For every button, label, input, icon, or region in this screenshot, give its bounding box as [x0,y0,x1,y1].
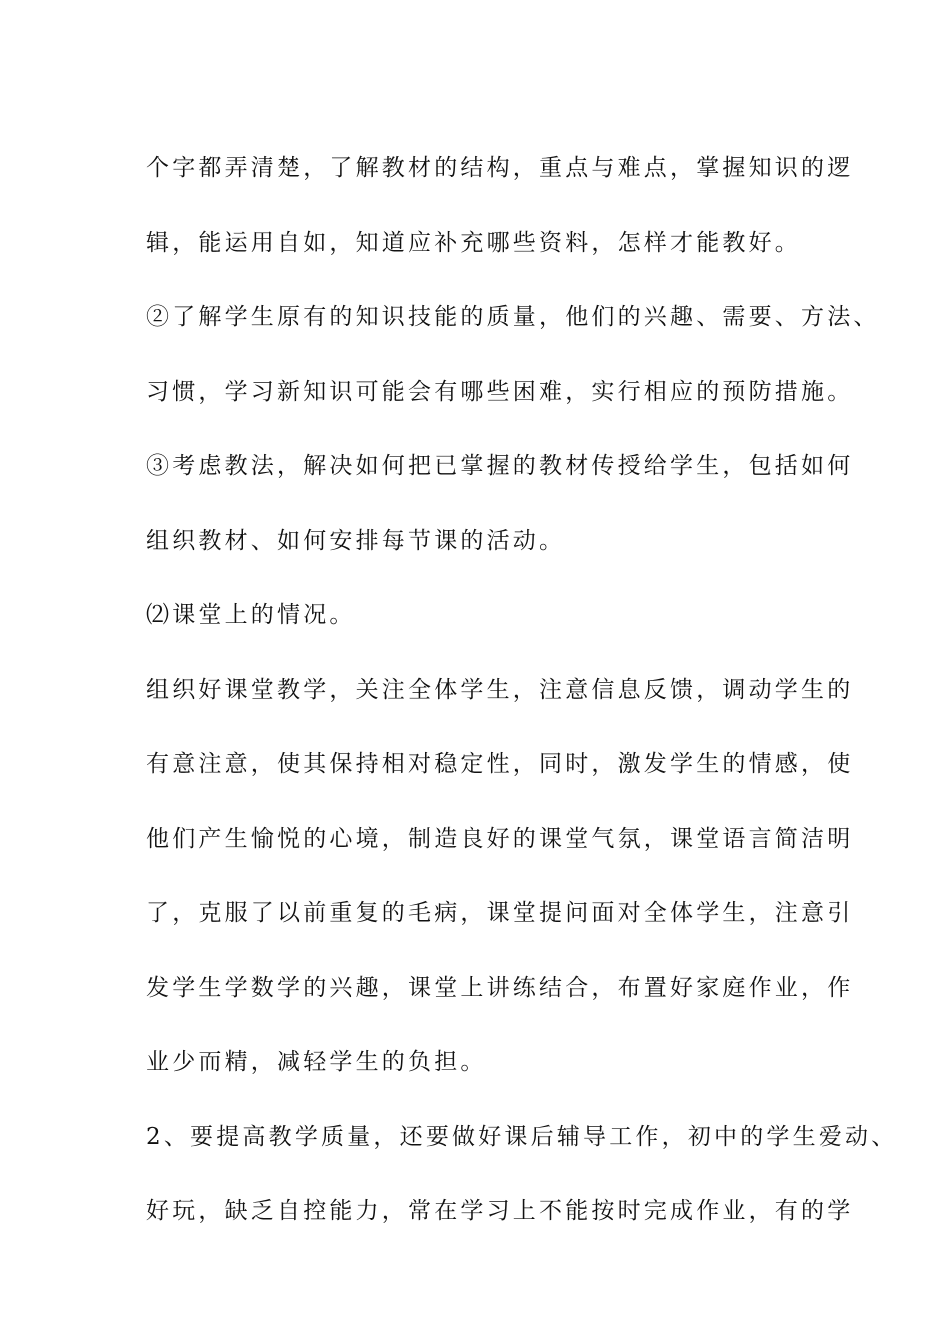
body-text [146,131,898,1249]
text-line: 组织教材、如何安排每节课的活动。 [146,527,566,554]
text-line: 发学生学数学的兴趣，课堂上讲练结合，布置好家庭作业，作 [146,974,854,1001]
text-line: 2、要提高教学质量，还要做好课后辅导工作，初中的学生爱动、 [146,1123,898,1150]
text-line: ③考虑教法，解决如何把已掌握的教材传授给学生，包括如何 [146,453,854,479]
text-line: 组织好课堂教学，关注全体学生，注意信息反馈，调动学生的 [146,676,854,703]
text-line: 业少而精，减轻学生的负担。 [146,1049,487,1075]
text-line: ②了解学生原有的知识技能的质量，他们的兴趣、需要、方法、 [146,304,880,330]
text-line: 好玩，缺乏自控能力，常在学习上不能按时完成作业，有的学 [146,1198,854,1224]
text-line: 有意注意，使其保持相对稳定性，同时，激发学生的情感，使 [146,751,854,777]
text-line: 了，克服了以前重复的毛病，课堂提问面对全体学生，注意引 [146,900,854,926]
text-line: 个字都弄清楚，了解教材的结构，重点与难点，掌握知识的逻 [146,155,854,181]
text-line: 辑，能运用自如，知道应补充哪些资料，怎样才能教好。 [146,229,801,256]
text-line: ⑵课堂上的情况。 [146,602,356,628]
text-line: 习惯，学习新知识可能会有哪些困难，实行相应的预防措施。 [146,378,854,405]
text-line: 他们产生愉悦的心境，制造良好的课堂气氛，课堂语言简洁明 [146,825,854,852]
